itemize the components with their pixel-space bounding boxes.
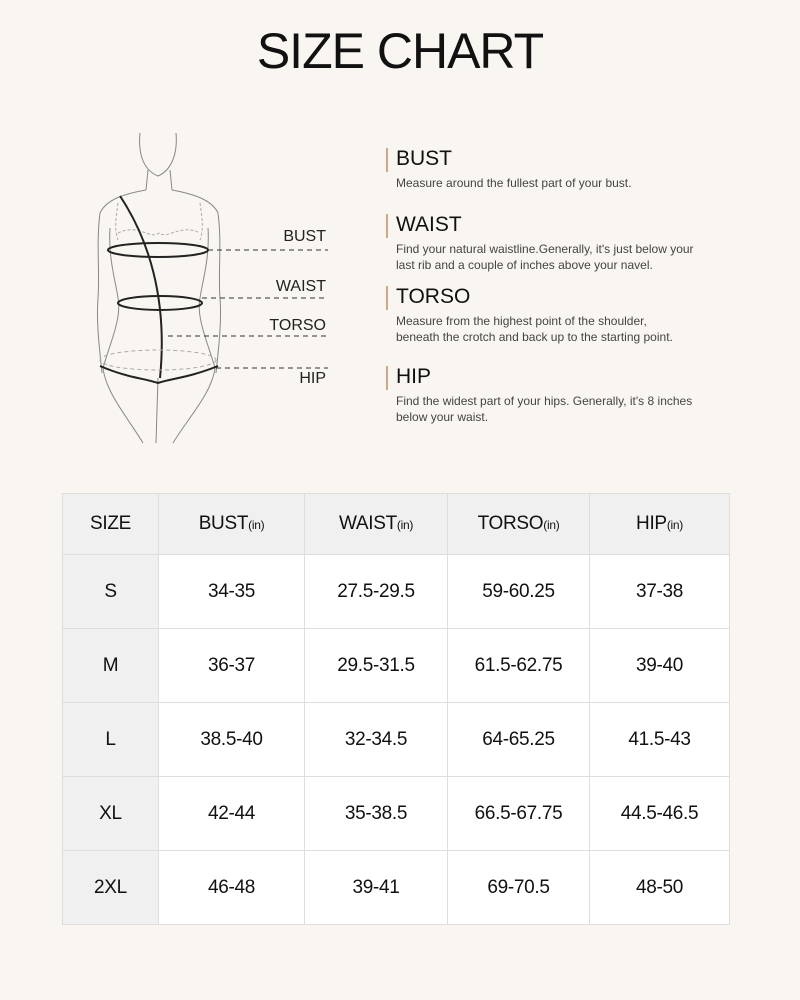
header-label: WAIST [338, 513, 397, 534]
torso-cell: 59-60.25 [448, 555, 590, 629]
definition-line: Measure around the fullest part of your bust. [396, 176, 632, 190]
page-title: SIZE CHART [256, 23, 544, 79]
header-waist [305, 494, 448, 555]
size-cell: S [63, 555, 159, 629]
hip-cell: 44.5-46.5 [590, 777, 730, 851]
size-cell: 2XL [63, 851, 159, 925]
torso-cell: 69-70.5 [448, 851, 590, 925]
hip-cell: 48-50 [590, 851, 730, 925]
header-label: BUST [198, 513, 249, 534]
body-outline-illustration [88, 128, 348, 448]
waist-cell: 27.5-29.5 [305, 555, 448, 629]
figure-label-waist: WAIST [275, 278, 326, 295]
definition-hip [386, 364, 692, 425]
bust-cell: 42-44 [159, 777, 305, 851]
definition-line: Find your natural waistline.Generally, it's just below your [396, 242, 694, 256]
bust-cell: 38.5-40 [159, 703, 305, 777]
body-measurement-figure [88, 128, 348, 448]
definition-title: WAIST [396, 213, 462, 236]
size-cell: XL [63, 777, 159, 851]
definition-torso [386, 284, 673, 345]
bust-cell: 36-37 [159, 629, 305, 703]
size-cell: L [63, 703, 159, 777]
definition-line: Find the widest part of your hips. Generally, it's 8 inches [396, 394, 693, 408]
table-row [63, 703, 730, 777]
waist-cell: 32-34.5 [305, 703, 448, 777]
header-unit: (in) [396, 518, 414, 532]
definition-bust [386, 146, 631, 191]
table-row [63, 851, 730, 925]
definition-title: BUST [396, 147, 453, 170]
table-row [63, 555, 730, 629]
bust-cell: 46-48 [159, 851, 305, 925]
definition-line: Measure from the highest point of the shoulder, [396, 314, 647, 328]
definition-title: TORSO [396, 285, 471, 308]
definition-title: HIP [396, 365, 432, 388]
table-header-row [63, 494, 730, 555]
table-row [63, 629, 730, 703]
definition-waist [386, 212, 694, 273]
header-label: SIZE [89, 513, 132, 534]
figure-label-torso: TORSO [269, 317, 326, 334]
header-bust [159, 494, 305, 555]
header-label: TORSO [477, 513, 544, 534]
definition-line: below your waist. [396, 410, 489, 424]
definition-line: last rib and a couple of inches above your navel. [396, 258, 653, 272]
waist-cell: 35-38.5 [305, 777, 448, 851]
waist-cell: 39-41 [305, 851, 448, 925]
header-label: HIP [636, 513, 667, 534]
header-unit: (in) [543, 518, 560, 532]
table-row [63, 777, 730, 851]
definition-text [396, 241, 694, 273]
hip-cell: 37-38 [590, 555, 730, 629]
bust-cell: 34-35 [159, 555, 305, 629]
size-table-container [62, 493, 730, 925]
hip-cell: 41.5-43 [590, 703, 730, 777]
header-unit: (in) [666, 518, 683, 532]
header-hip [590, 494, 730, 555]
definition-line: beneath the crotch and back up to the starting point. [396, 330, 673, 344]
size-table [62, 493, 730, 925]
definition-text [396, 393, 692, 425]
definition-text [396, 175, 631, 191]
definition-text [396, 313, 673, 345]
torso-cell: 61.5-62.75 [448, 629, 590, 703]
hip-cell: 39-40 [590, 629, 730, 703]
figure-label-bust: BUST [283, 228, 326, 245]
size-cell: M [63, 629, 159, 703]
torso-cell: 66.5-67.75 [448, 777, 590, 851]
torso-cell: 64-65.25 [448, 703, 590, 777]
header-torso [448, 494, 590, 555]
header-unit: (in) [248, 518, 265, 532]
waist-cell: 29.5-31.5 [305, 629, 448, 703]
header-size [63, 494, 159, 555]
figure-label-hip: HIP [299, 370, 326, 387]
